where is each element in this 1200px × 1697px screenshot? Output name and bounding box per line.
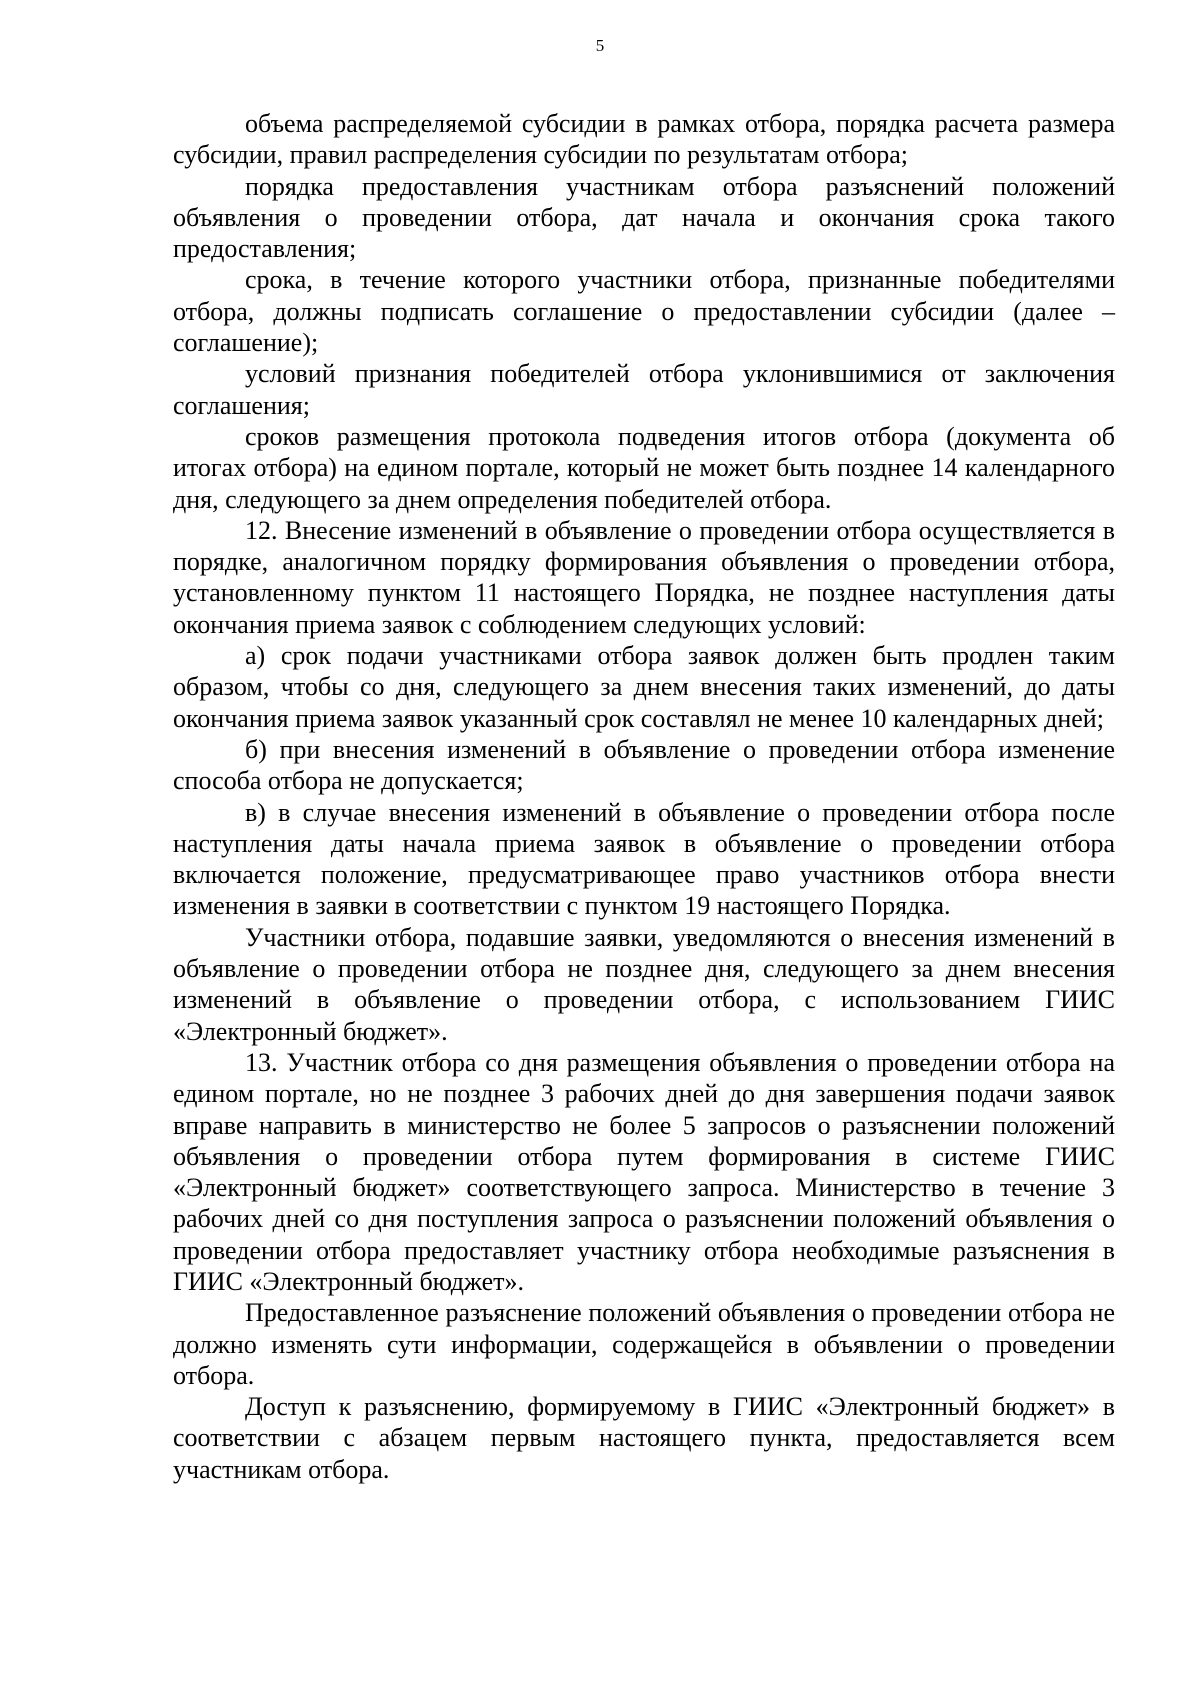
paragraph-item-13: 13. Участник отбора со дня размещения объявления о проведении отбора на едином портале, но не позднее 3 рабочих дней до дня завершения подачи заявок вправе направить в министерство не более 5 запросов о разъяснении положений объявления о проведении отбора путем формирования в системе ГИИС «Электронный бюджет» соответствующего запроса. Министерство в течение 3 рабочих дней со дня поступления запроса о разъяснении положений объявления о проведении отбора предоставляет участнику отбора необходимые разъяснения в ГИИС «Электронный бюджет». <box>173 1047 1115 1296</box>
paragraph-agreement-term: срока, в течение которого участники отбора, признанные победителями отбора, должны подписать соглашение о предоставлении субсидии (далее – соглашение); <box>173 265 1115 358</box>
paragraph-item-12-a: а) срок подачи участниками отбора заявок должен быть продлен таким образом, чтобы со дня, следующего за днем внесения таких изменений, до даты окончания приема заявок указанный срок составлял не менее 10 календарных дней; <box>173 641 1115 733</box>
paragraph-item-12-b: б) при внесения изменений в объявление о проведении отбора изменение способа отбора не допускается; <box>173 734 1115 796</box>
paragraph-protocol-placement: сроков размещения протокола подведения итогов отбора (документа об итогах отбора) на едином портале, который не может быть позднее 14 календарного дня, следующего за днем определения победителей отбора. <box>173 421 1115 514</box>
page-number: 5 <box>595 36 605 55</box>
paragraph-evasion-conditions: условий признания победителей отбора уклонившимися от заключения соглашения; <box>173 359 1115 420</box>
paragraph-clarification-order: порядка предоставления участникам отбора разъяснений положений объявления о проведении отбора, дат начала и окончания срока такого предоставления; <box>173 171 1115 264</box>
paragraph-clarification-content: Предоставленное разъяснение положений объявления о проведении отбора не должно изменять сути информации, содержащейся в объявлении о проведении отбора. <box>173 1298 1115 1390</box>
paragraph-item-12: 12. Внесение изменений в объявление о проведении отбора осуществляется в порядке, аналогичном порядку формирования объявления о проведении отбора, установленному пунктом 11 настоящего Порядка, не позднее наступления даты окончания приема заявок с соблюдением следующих условий: <box>173 515 1115 639</box>
paragraph-participants-notified: Участники отбора, подавшие заявки, уведомляются о внесения изменений в объявление о проведении отбора не позднее дня, следующего за днем внесения изменений в объявление о проведении отбора, с использованием ГИИС «Электронный бюджет». <box>173 922 1115 1046</box>
paragraph-volume-of-subsidy: объема распределяемой субсидии в рамках отбора, порядка расчета размера субсидии, правил распределения субсидии по результатам отбора; <box>173 109 1115 170</box>
paragraph-clarification-access: Доступ к разъяснению, формируемому в ГИИС «Электронный бюджет» в соответствии с абзацем первым настоящего пункта, предоставляется всем участникам отбора. <box>173 1392 1115 1484</box>
paragraph-item-12-c: в) в случае внесения изменений в объявление о проведении отбора после наступления даты начала приема заявок в объявление о проведении отбора включается положение, предусматривающее право участников отбора внести изменения в заявки в соответствии с пунктом 19 настоящего Порядка. <box>173 797 1115 921</box>
document-body <box>173 108 1115 1485</box>
